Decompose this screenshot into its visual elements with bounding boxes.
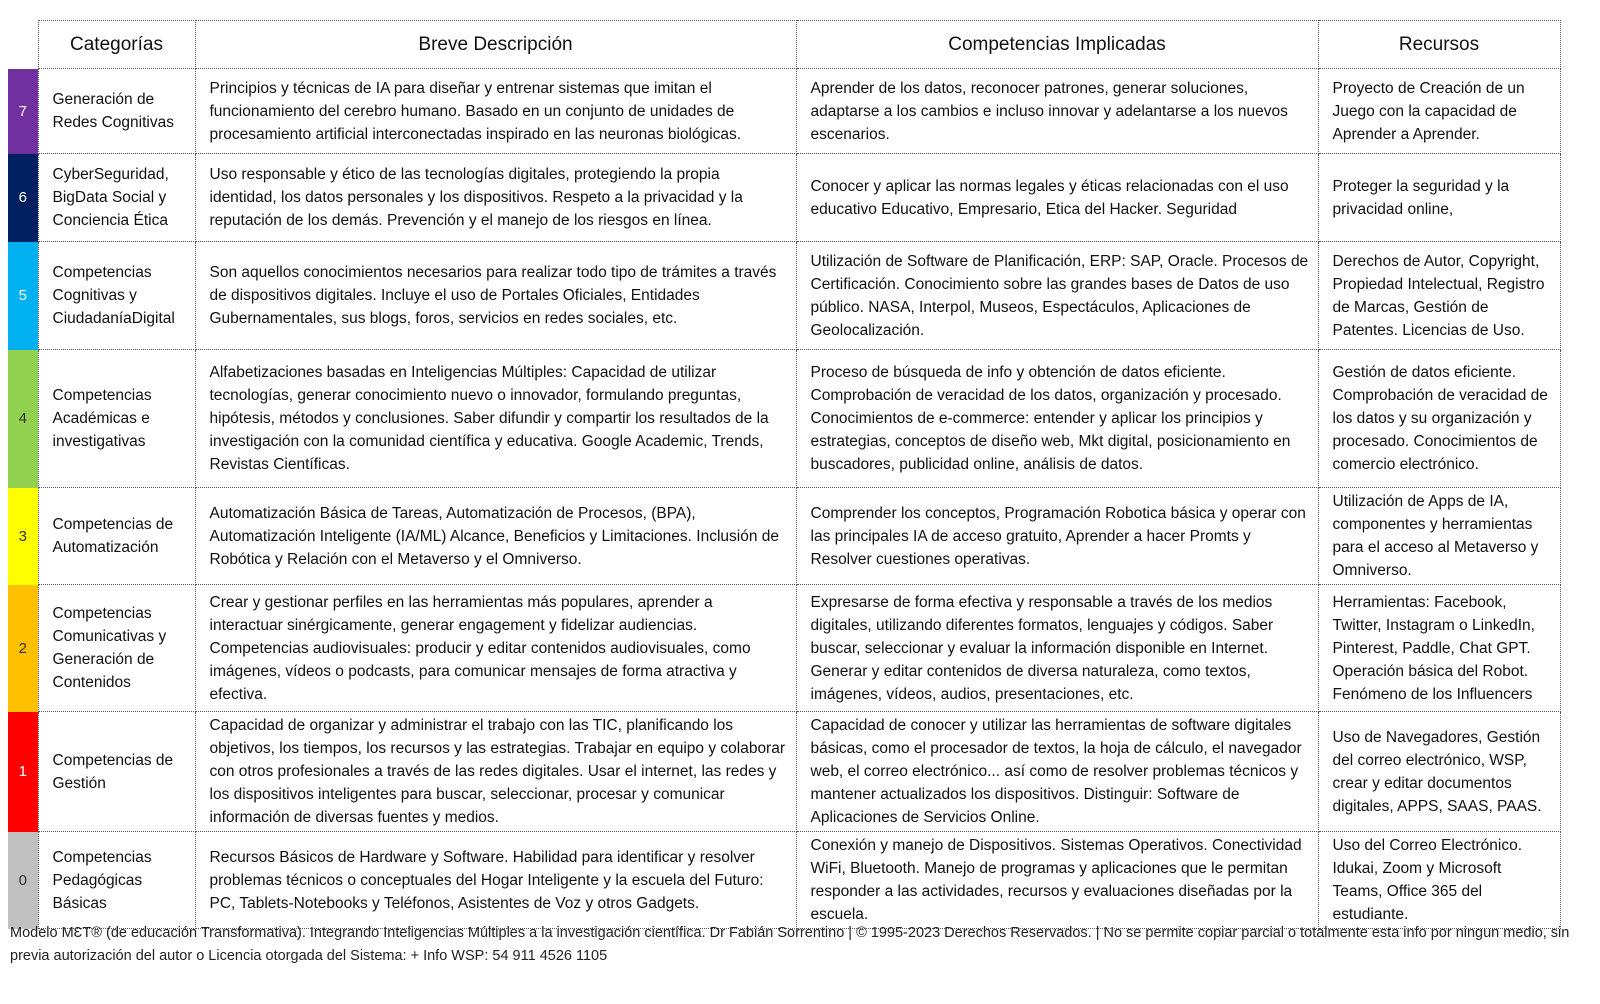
header-description: Breve Descripción xyxy=(195,21,796,69)
level-badge: 4 xyxy=(8,350,38,488)
competencies-cell: Aprender de los datos, reconocer patrones, generar soluciones, adaptarse a los cambios e incluso innovar y adelantarse a los nuevos escenarios. xyxy=(796,69,1318,154)
description-cell: Crear y gestionar perfiles en las herramientas más populares, aprender a interactuar sinérgicamente, generar engagement y fidelizar audiencias. Competencias audiovisuales: producir y editar contenidos audiovisuales, como imágenes, vídeos o podcasts, para comunicar mensajes de forma atractiva y efectiva. xyxy=(195,585,796,712)
competencies-cell: Expresarse de forma efectiva y responsable a través de los medios digitales, utilizando diferentes formatos, lenguajes y códigos. Saber buscar, seleccionar y evaluar la información disponible en Internet. Generar y editar contenidos de diversa naturaleza, como textos, imágenes, vídeos, audios, presentaciones, etc. xyxy=(796,585,1318,712)
resources-cell: Gestión de datos eficiente. Comprobación de veracidad de los datos y su organización y procesado. Conocimientos de comercio electrónico. xyxy=(1318,350,1560,488)
level-badge: 6 xyxy=(8,154,38,242)
description-cell: Principios y técnicas de IA para diseñar y entrenar sistemas que imitan el funcionamiento del cerebro humano. Basado en un conjunto de unidades de procesamiento artificial interconectadas inspirado en las neuronas biológicas. xyxy=(195,69,796,154)
category-cell: Competencias Cognitivas y CiudadaníaDigital xyxy=(38,242,195,350)
table-row xyxy=(8,832,1560,929)
competency-table xyxy=(8,20,1561,929)
description-cell: Son aquellos conocimientos necesarios para realizar todo tipo de trámites a través de dispositivos digitales. Incluye el uso de Portales Oficiales, Entidades Gubernamentales, sus blogs, foros, servicios en redes sociales, etc. xyxy=(195,242,796,350)
level-badge: 5 xyxy=(8,242,38,350)
table-row xyxy=(8,242,1560,350)
header-competencies: Competencias Implicadas xyxy=(796,21,1318,69)
category-cell: Generación de Redes Cognitivas xyxy=(38,69,195,154)
table-row xyxy=(8,350,1560,488)
competencies-cell: Capacidad de conocer y utilizar las herramientas de software digitales básicas, como el procesador de textos, la hoja de cálculo, el navegador web, el correo electrónico... así como de resolver problemas técnicos y mantener actualizados los dispositivos. Distinguir: Software de Aplicaciones de Servicios Online. xyxy=(796,712,1318,832)
table-row xyxy=(8,712,1560,832)
description-cell: Uso responsable y ético de las tecnologías digitales, protegiendo la propia identidad, los datos personales y los dispositivos. Respeto a la privacidad y la reputación de los demás. Prevención y el manejo de los riesgos en línea. xyxy=(195,154,796,242)
level-header-spacer xyxy=(8,21,38,69)
competencies-cell: Utilización de Software de Planificación, ERP: SAP, Oracle. Procesos de Certificación. Conocimiento sobre las grandes bases de Datos de uso público. NASA, Interpol, Museos, Espectáculos, Aplicaciones de Geolocalización. xyxy=(796,242,1318,350)
resources-cell: Herramientas: Facebook, Twitter, Instagram o LinkedIn, Pinterest, Paddle, Chat GPT. Operación básica del Robot. Fenómeno de los Influencers xyxy=(1318,585,1560,712)
level-badge: 3 xyxy=(8,488,38,585)
header-categories: Categorías xyxy=(38,21,195,69)
level-badge: 1 xyxy=(8,712,38,832)
table-header-row xyxy=(8,21,1560,69)
table-row xyxy=(8,488,1560,585)
category-cell: Competencias Académicas e investigativas xyxy=(38,350,195,488)
copyright-footer: Modelo MƐT® (de educación Transformativa). Integrando Inteligencias Múltiples a la investigación científica. Dr Fabián Sorrentino | © 1995-2023 Derechos Reservados. | No se permite copiar parcial o totalmente esta info por ningun medio, sin previa autorización del autor o Licencia otorgada del Sistema: + Info WSP: 54 911 4526 1105 xyxy=(10,925,1570,964)
description-cell: Recursos Básicos de Hardware y Software. Habilidad para identificar y resolver problemas técnicos o conceptuales del Hogar Inteligente y la escuela del Futuro: PC, Tablets-Notebooks y Teléfonos, Asistentes de Voz y otros Gadgets. xyxy=(195,832,796,929)
level-badge: 2 xyxy=(8,585,38,712)
table-row xyxy=(8,154,1560,242)
level-badge: 0 xyxy=(8,832,38,929)
category-cell: Competencias Pedagógicas Básicas xyxy=(38,832,195,929)
table-row xyxy=(8,585,1560,712)
description-cell: Alfabetizaciones basadas en Inteligencias Múltiples: Capacidad de utilizar tecnologías, generar conocimiento nuevo o innovador, formulando preguntas, hipótesis, métodos y conclusiones. Saber difundir y compartir los resultados de la investigación con la comunidad científica y educativa. Google Academic, Trends, Revistas Científicas. xyxy=(195,350,796,488)
competencies-cell: Conexión y manejo de Dispositivos. Sistemas Operativos. Conectividad WiFi, Bluetooth. Manejo de programas y aplicaciones que le permitan responder a las actividades, recursos y evaluaciones diseñadas por la escuela. xyxy=(796,832,1318,929)
resources-cell: Proyecto de Creación de un Juego con la capacidad de Aprender a Aprender. xyxy=(1318,69,1560,154)
resources-cell: Derechos de Autor, Copyright, Propiedad Intelectual, Registro de Marcas, Gestión de Patentes. Licencias de Uso. xyxy=(1318,242,1560,350)
category-cell: CyberSeguridad, BigData Social y Conciencia Ética xyxy=(38,154,195,242)
resources-cell: Proteger la seguridad y la privacidad online, xyxy=(1318,154,1560,242)
category-cell: Competencias de Automatización xyxy=(38,488,195,585)
competency-table-container xyxy=(8,20,1561,929)
description-cell: Automatización Básica de Tareas, Automatización de Procesos, (BPA), Automatización Inteligente (IA/ML) Alcance, Beneficios y Limitaciones. Inclusión de Robótica y Relación con el Metaverso y el Omniverso. xyxy=(195,488,796,585)
competencies-cell: Conocer y aplicar las normas legales y éticas relacionadas con el uso educativo Educativo, Empresario, Etica del Hacker. Seguridad xyxy=(796,154,1318,242)
table-row xyxy=(8,69,1560,154)
description-cell: Capacidad de organizar y administrar el trabajo con las TIC, planificando los objetivos, los tiempos, los recursos y las estrategias. Trabajar en equipo y colaborar con otros profesionales a través de las redes digitales. Usar el internet, las redes y los dispositivos inteligentes para buscar, seleccionar, procesar y comunicar información de diversas fuentes y medios. xyxy=(195,712,796,832)
resources-cell: Utilización de Apps de IA, componentes y herramientas para el acceso al Metaverso y Omniverso. xyxy=(1318,488,1560,585)
competencies-cell: Comprender los conceptos, Programación Robotica básica y operar con las principales IA de acceso gratuito, Aprender a hacer Promts y Resolver cuestiones operativas. xyxy=(796,488,1318,585)
resources-cell: Uso del Correo Electrónico. Idukai, Zoom y Microsoft Teams, Office 365 del estudiante. xyxy=(1318,832,1560,929)
category-cell: Competencias Comunicativas y Generación de Contenidos xyxy=(38,585,195,712)
level-badge: 7 xyxy=(8,69,38,154)
category-cell: Competencias de Gestión xyxy=(38,712,195,832)
competencies-cell: Proceso de búsqueda de info y obtención de datos eficiente. Comprobación de veracidad de los datos, organización y procesado. Conocimientos de e-commerce: entender y aplicar los principios y estrategias, conceptos de diseño web, Mkt digital, posicionamiento en buscadores, publicidad online, análisis de datos. xyxy=(796,350,1318,488)
resources-cell: Uso de Navegadores, Gestión del correo electrónico, WSP, crear y editar documentos digitales, APPS, SAAS, PAAS. xyxy=(1318,712,1560,832)
header-resources: Recursos xyxy=(1318,21,1560,69)
